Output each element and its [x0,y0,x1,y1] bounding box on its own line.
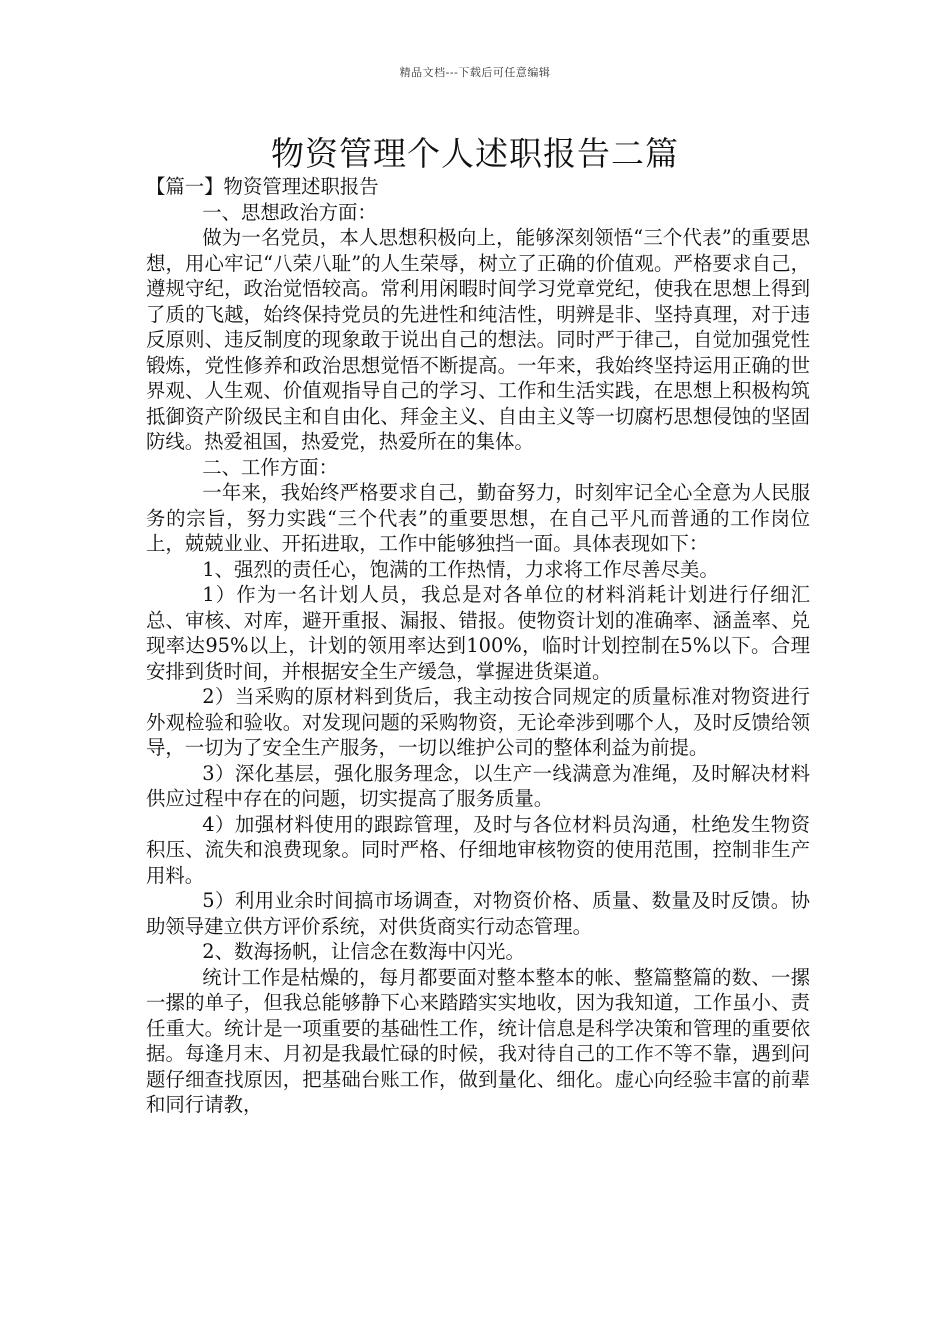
subheading-responsibility: 1、强烈的责任心，饱满的工作热情，力求将工作尽善尽美。 [202,557,719,581]
paragraph-work-intro: 一年来，我始终严格要求自己，勤奋努力，时刻牢记全心全意为人民服务的宗旨，努力实践“三个代表”的重要思想，在自己平凡而普通的工作岗位上，兢兢业业、开拓进取，工作中能够独挡一面。具体表现如下： [146,481,810,555]
paragraph-item-5: 5）利用业余时间搞市场调查，对物资价格、质量、数量及时反馈。协助领导建立供方评价系统，对供货商实行动态管理。 [146,889,810,938]
paragraph-item-4: 4）加强材料使用的跟踪管理，及时与各位材料员沟通，杜绝发生物资积压、流失和浪费现象。同时严格、仔细地审核物资的使用范围，控制非生产用料。 [146,812,810,887]
paragraph-item-2: 2）当采购的原材料到货后，我主动按合同规定的质量标准对物资进行外观检验和验收。对发现问题的采购物资，无论牵涉到哪个人，及时反馈给领导，一切为了安全生产服务，一切以维护公司的整体利益为前提。 [146,685,810,759]
paragraph-item-1: 1）作为一名计划人员，我总是对各单位的材料消耗计划进行仔细汇总、审核、对库，避开重报、漏报、错报。使物资计划的准确率、涵盖率、兑现率达95%以上，计划的领用率达到100%，临时计划控制在5%以下。合理安排到货时间，并根据安全生产缓急，掌握进货渠道。 [146,583,810,683]
paragraph-item-3: 3）深化基层，强化服务理念，以生产一线满意为准绳，及时解决材料供应过程中存在的问题，切实提高了服务质量。 [146,761,810,810]
heading-ideology: 一、思想政治方面： [202,200,377,224]
section-label: 【篇一】物资管理述职报告 [146,175,379,198]
document-title: 物资管理个人述职报告二篇 [271,134,679,173]
paragraph-ideology: 做为一名党员，本人思想积极向上，能够深刻领悟“三个代表”的重要思想，用心牢记“八荣八耻”的人生荣辱，树立了正确的价值观。严格要求自己，遵规守纪，政治觉悟较高。常利用闲暇时间学习党章党纪，使我在思想上得到了质的飞越，始终保持党员的先进性和纯洁性，明辨是非、坚持真理，对于违反原则、违反制度的现象敢于说出自己的想法。同时严于律己，自觉加强党性锻炼，党性修养和政治思想觉悟不断提高。一年来，我始终坚持运用正确的世界观、人生观、价值观指导自己的学习、工作和生活实践，在思想上积极构筑抵御资产阶级民主和自由化、拜金主义、自由主义等一切腐朽思想侵蚀的坚固防线。热爱祖国，热爱党，热爱所在的集体。 [146,226,810,453]
paragraph-statistics: 统计工作是枯燥的，每月都要面对整本整本的帐、整篇整篇的数、一摞一摞的单子，但我总能够静下心来踏踏实实地收，因为我知道，工作虽小、责任重大。统计是一项重要的基础性工作，统计信息是科学决策和管理的重要依据。每逢月末、月初是我最忙碌的时候，我对待自己的工作不等不靠，遇到问题仔细查找原因，把基础台账工作，做到量化、细化。虚心向经验丰富的前辈和同行请教， [146,965,810,1116]
document-body [146,174,810,1118]
header-note: 精品文档---下载后可任意编辑 [399,66,551,79]
heading-work: 二、工作方面： [202,455,338,479]
subheading-statistics: 2、数海扬帆，让信念在数海中闪光。 [202,940,525,963]
